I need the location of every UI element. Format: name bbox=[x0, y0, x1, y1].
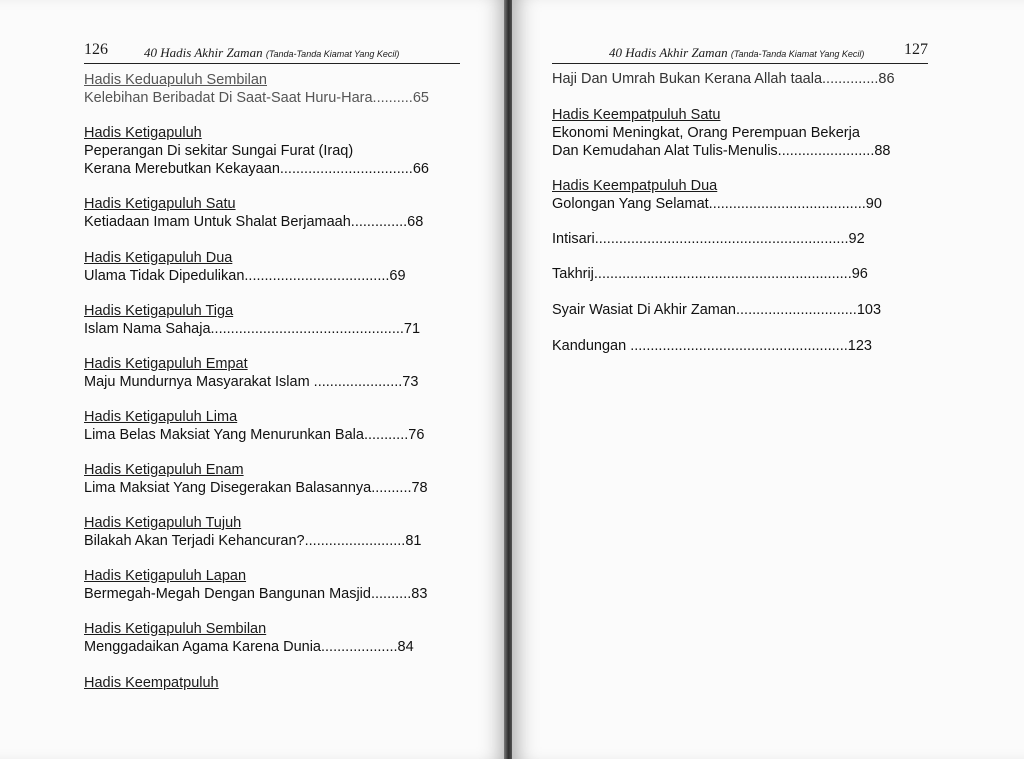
toc-entry-title: Hadis Ketigapuluh Enam bbox=[84, 462, 244, 478]
toc-entry-title: Hadis Keempatpuluh bbox=[84, 675, 219, 691]
toc-plain-entry: Takhrij................................................................96 bbox=[552, 266, 868, 282]
toc-entry bbox=[84, 72, 429, 107]
toc-entry bbox=[552, 178, 882, 213]
toc-entry-line: Bermegah-Megah Dengan Bangunan Masjid..........83 bbox=[84, 586, 428, 602]
left-page-number: 126 bbox=[84, 41, 108, 58]
toc-entry bbox=[84, 409, 424, 444]
toc-entry-title: Hadis Ketigapuluh Satu bbox=[84, 196, 236, 212]
toc-entry-title: Hadis Ketigapuluh Empat bbox=[84, 356, 248, 372]
toc-entry bbox=[84, 196, 423, 231]
toc-entry-title: Hadis Keempatpuluh Satu bbox=[552, 107, 721, 123]
toc-plain-entry: Syair Wasiat Di Akhir Zaman..............................103 bbox=[552, 302, 882, 318]
right-page bbox=[512, 0, 1024, 759]
toc-entry-line: Islam Nama Sahaja................................................71 bbox=[84, 321, 421, 337]
toc-entry-line: Kelebihan Beribadat Di Saat-Saat Huru-Hara..........65 bbox=[84, 90, 429, 106]
toc-entry bbox=[552, 107, 891, 160]
toc-entry bbox=[84, 462, 428, 497]
toc-entry-line: Lima Maksiat Yang Disegerakan Balasannya..........78 bbox=[84, 480, 428, 496]
toc-entry-line: Peperangan Di sekitar Sungai Furat (Iraq) bbox=[84, 143, 354, 159]
toc-entry-title: Hadis Keempatpuluh Dua bbox=[552, 178, 718, 194]
toc-entry bbox=[84, 675, 219, 692]
toc-entry-title: Hadis Ketigapuluh Lapan bbox=[84, 568, 247, 584]
toc-entry bbox=[84, 515, 421, 550]
toc-entry-line: Kerana Merebutkan Kekayaan.................................66 bbox=[84, 161, 429, 177]
right-page-number: 127 bbox=[904, 41, 928, 58]
toc-entry-line: Menggadaikan Agama Karena Dunia...................84 bbox=[84, 639, 414, 655]
toc-entry-title: Hadis Ketigapuluh Tiga bbox=[84, 303, 234, 319]
toc-entry bbox=[84, 356, 418, 391]
toc-plain-entry: Kandungan ......................................................123 bbox=[552, 338, 872, 354]
left-running-title-text: 40 Hadis Akhir Zaman bbox=[144, 45, 263, 60]
toc-entry-line: Dan Kemudahan Alat Tulis-Menulis........................88 bbox=[552, 143, 891, 159]
toc-entry-line: Maju Mundurnya Masyarakat Islam ......................73 bbox=[84, 374, 419, 390]
toc-entry bbox=[84, 621, 414, 656]
toc-entry-title: Hadis Ketigapuluh Dua bbox=[84, 250, 233, 266]
left-page bbox=[0, 0, 506, 759]
toc-entry-line: Ekonomi Meningkat, Orang Perempuan Bekerja bbox=[552, 125, 860, 141]
toc-entry-line: Bilakah Akan Terjadi Kehancuran?.........................81 bbox=[84, 533, 422, 549]
toc-entry-title: Hadis Ketigapuluh Lima bbox=[84, 409, 238, 425]
toc-entry bbox=[84, 303, 420, 338]
right-running-subtitle: (Tanda-Tanda Kiamat Yang Kecil) bbox=[730, 49, 865, 59]
toc-continued-line: Haji Dan Umrah Bukan Kerana Allah taala..............86 bbox=[552, 71, 895, 87]
toc-entry-line: Ulama Tidak Dipedulikan....................................69 bbox=[84, 268, 406, 284]
left-running-title bbox=[144, 45, 399, 61]
left-running-subtitle: (Tanda-Tanda Kiamat Yang Kecil) bbox=[265, 49, 400, 59]
right-running-title-text: 40 Hadis Akhir Zaman bbox=[609, 45, 728, 60]
toc-entry-title: Hadis Ketigapuluh bbox=[84, 125, 202, 141]
right-running-title bbox=[609, 45, 864, 61]
toc-entry bbox=[84, 568, 427, 603]
toc-entry bbox=[84, 125, 429, 178]
toc-entry-line: Ketiadaan Imam Untuk Shalat Berjamaah..............68 bbox=[84, 214, 424, 230]
toc-entry-line: Lima Belas Maksiat Yang Menurunkan Bala...........76 bbox=[84, 427, 425, 443]
toc-entry-title: Hadis Ketigapuluh Sembilan bbox=[84, 621, 267, 637]
left-page-header bbox=[84, 40, 460, 64]
left-header-rule bbox=[84, 63, 460, 64]
toc-entry-title: Hadis Ketigapuluh Tujuh bbox=[84, 515, 242, 531]
toc-plain-entry: Intisari...............................................................92 bbox=[552, 231, 865, 247]
toc-entry bbox=[84, 250, 406, 285]
right-page-header bbox=[552, 40, 928, 64]
toc-entry-line: Golongan Yang Selamat.......................................90 bbox=[552, 196, 882, 212]
toc-entry-title: Hadis Keduapuluh Sembilan bbox=[84, 72, 267, 88]
right-header-rule bbox=[552, 63, 928, 64]
